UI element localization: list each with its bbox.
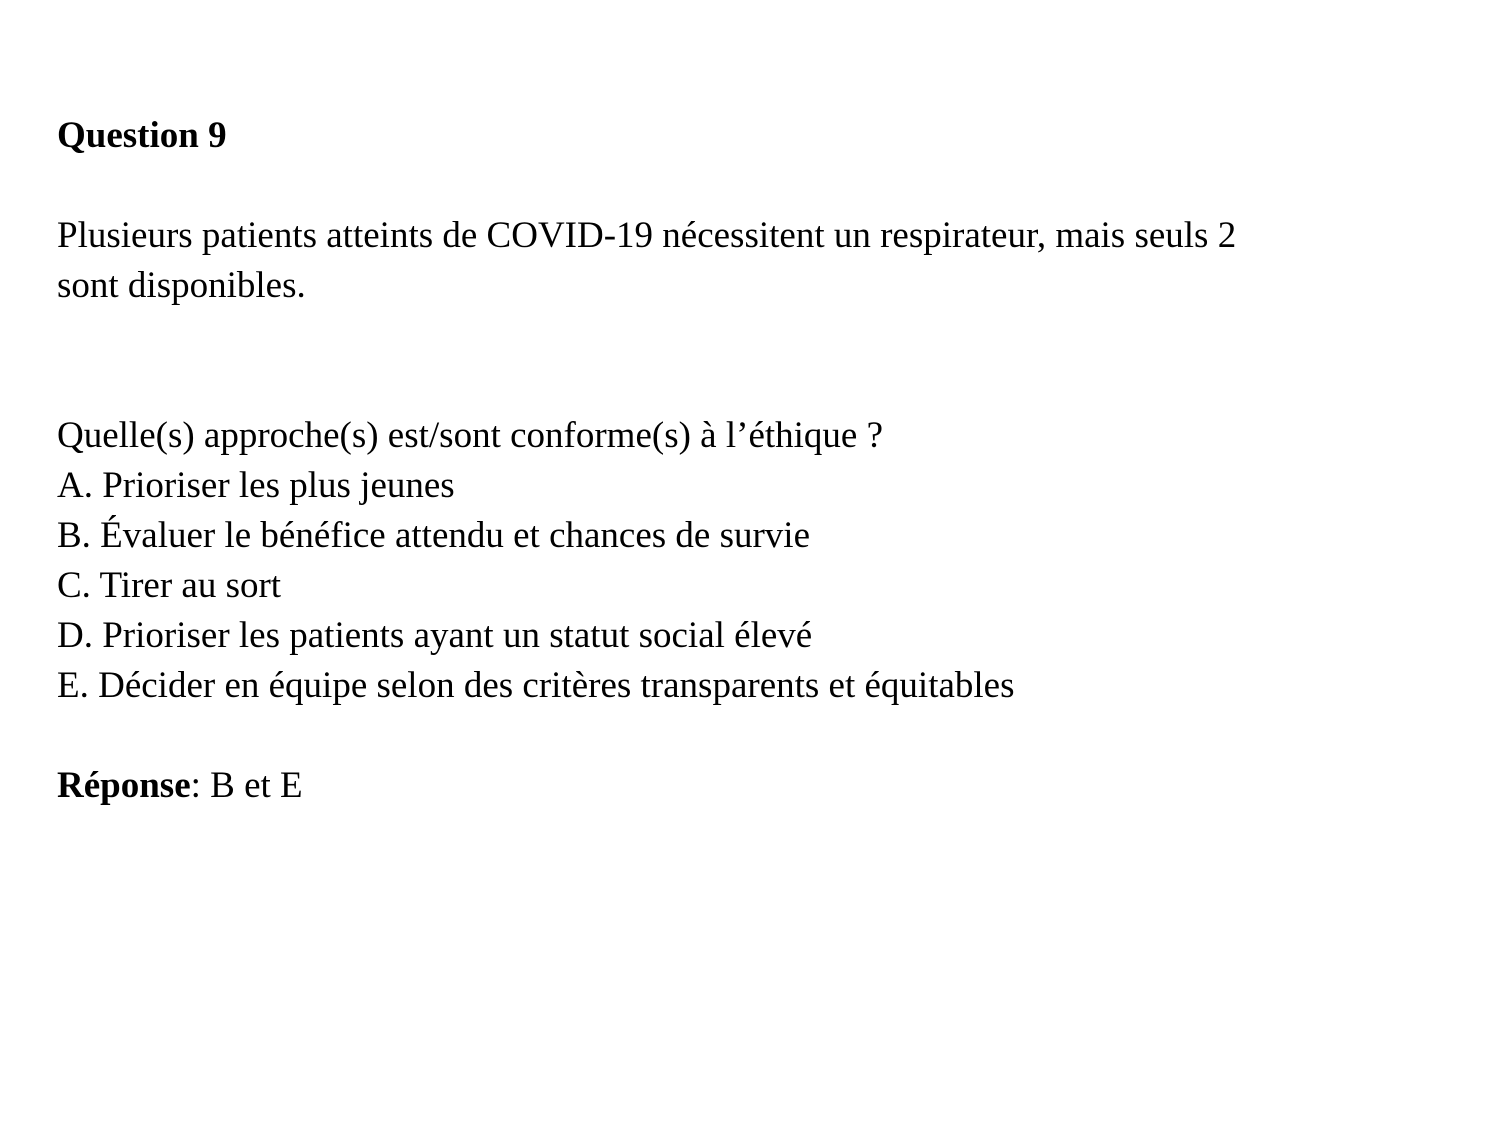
option-c: C. Tirer au sort <box>57 565 282 606</box>
question-title: Question 9 <box>57 115 227 156</box>
answer-value: B et E <box>210 765 303 806</box>
question-stem-line-2: sont disponibles. <box>57 265 306 306</box>
option-d: D. Prioriser les patients ayant un statut social élevé <box>57 615 813 656</box>
option-b: B. Évaluer le bénéfice attendu et chances de survie <box>57 515 811 556</box>
answer-line <box>57 764 303 808</box>
option-e: E. Décider en équipe selon des critères transparents et équitables <box>57 665 1015 706</box>
answer-label: Réponse <box>57 765 191 806</box>
question-prompt: Quelle(s) approche(s) est/sont conforme(s) à l’éthique ? <box>57 415 884 456</box>
answer-separator: : <box>190 765 211 806</box>
option-a: A. Prioriser les plus jeunes <box>57 465 455 506</box>
question-stem-line-1: Plusieurs patients atteints de COVID-19 nécessitent un respirateur, mais seuls 2 <box>57 215 1237 256</box>
